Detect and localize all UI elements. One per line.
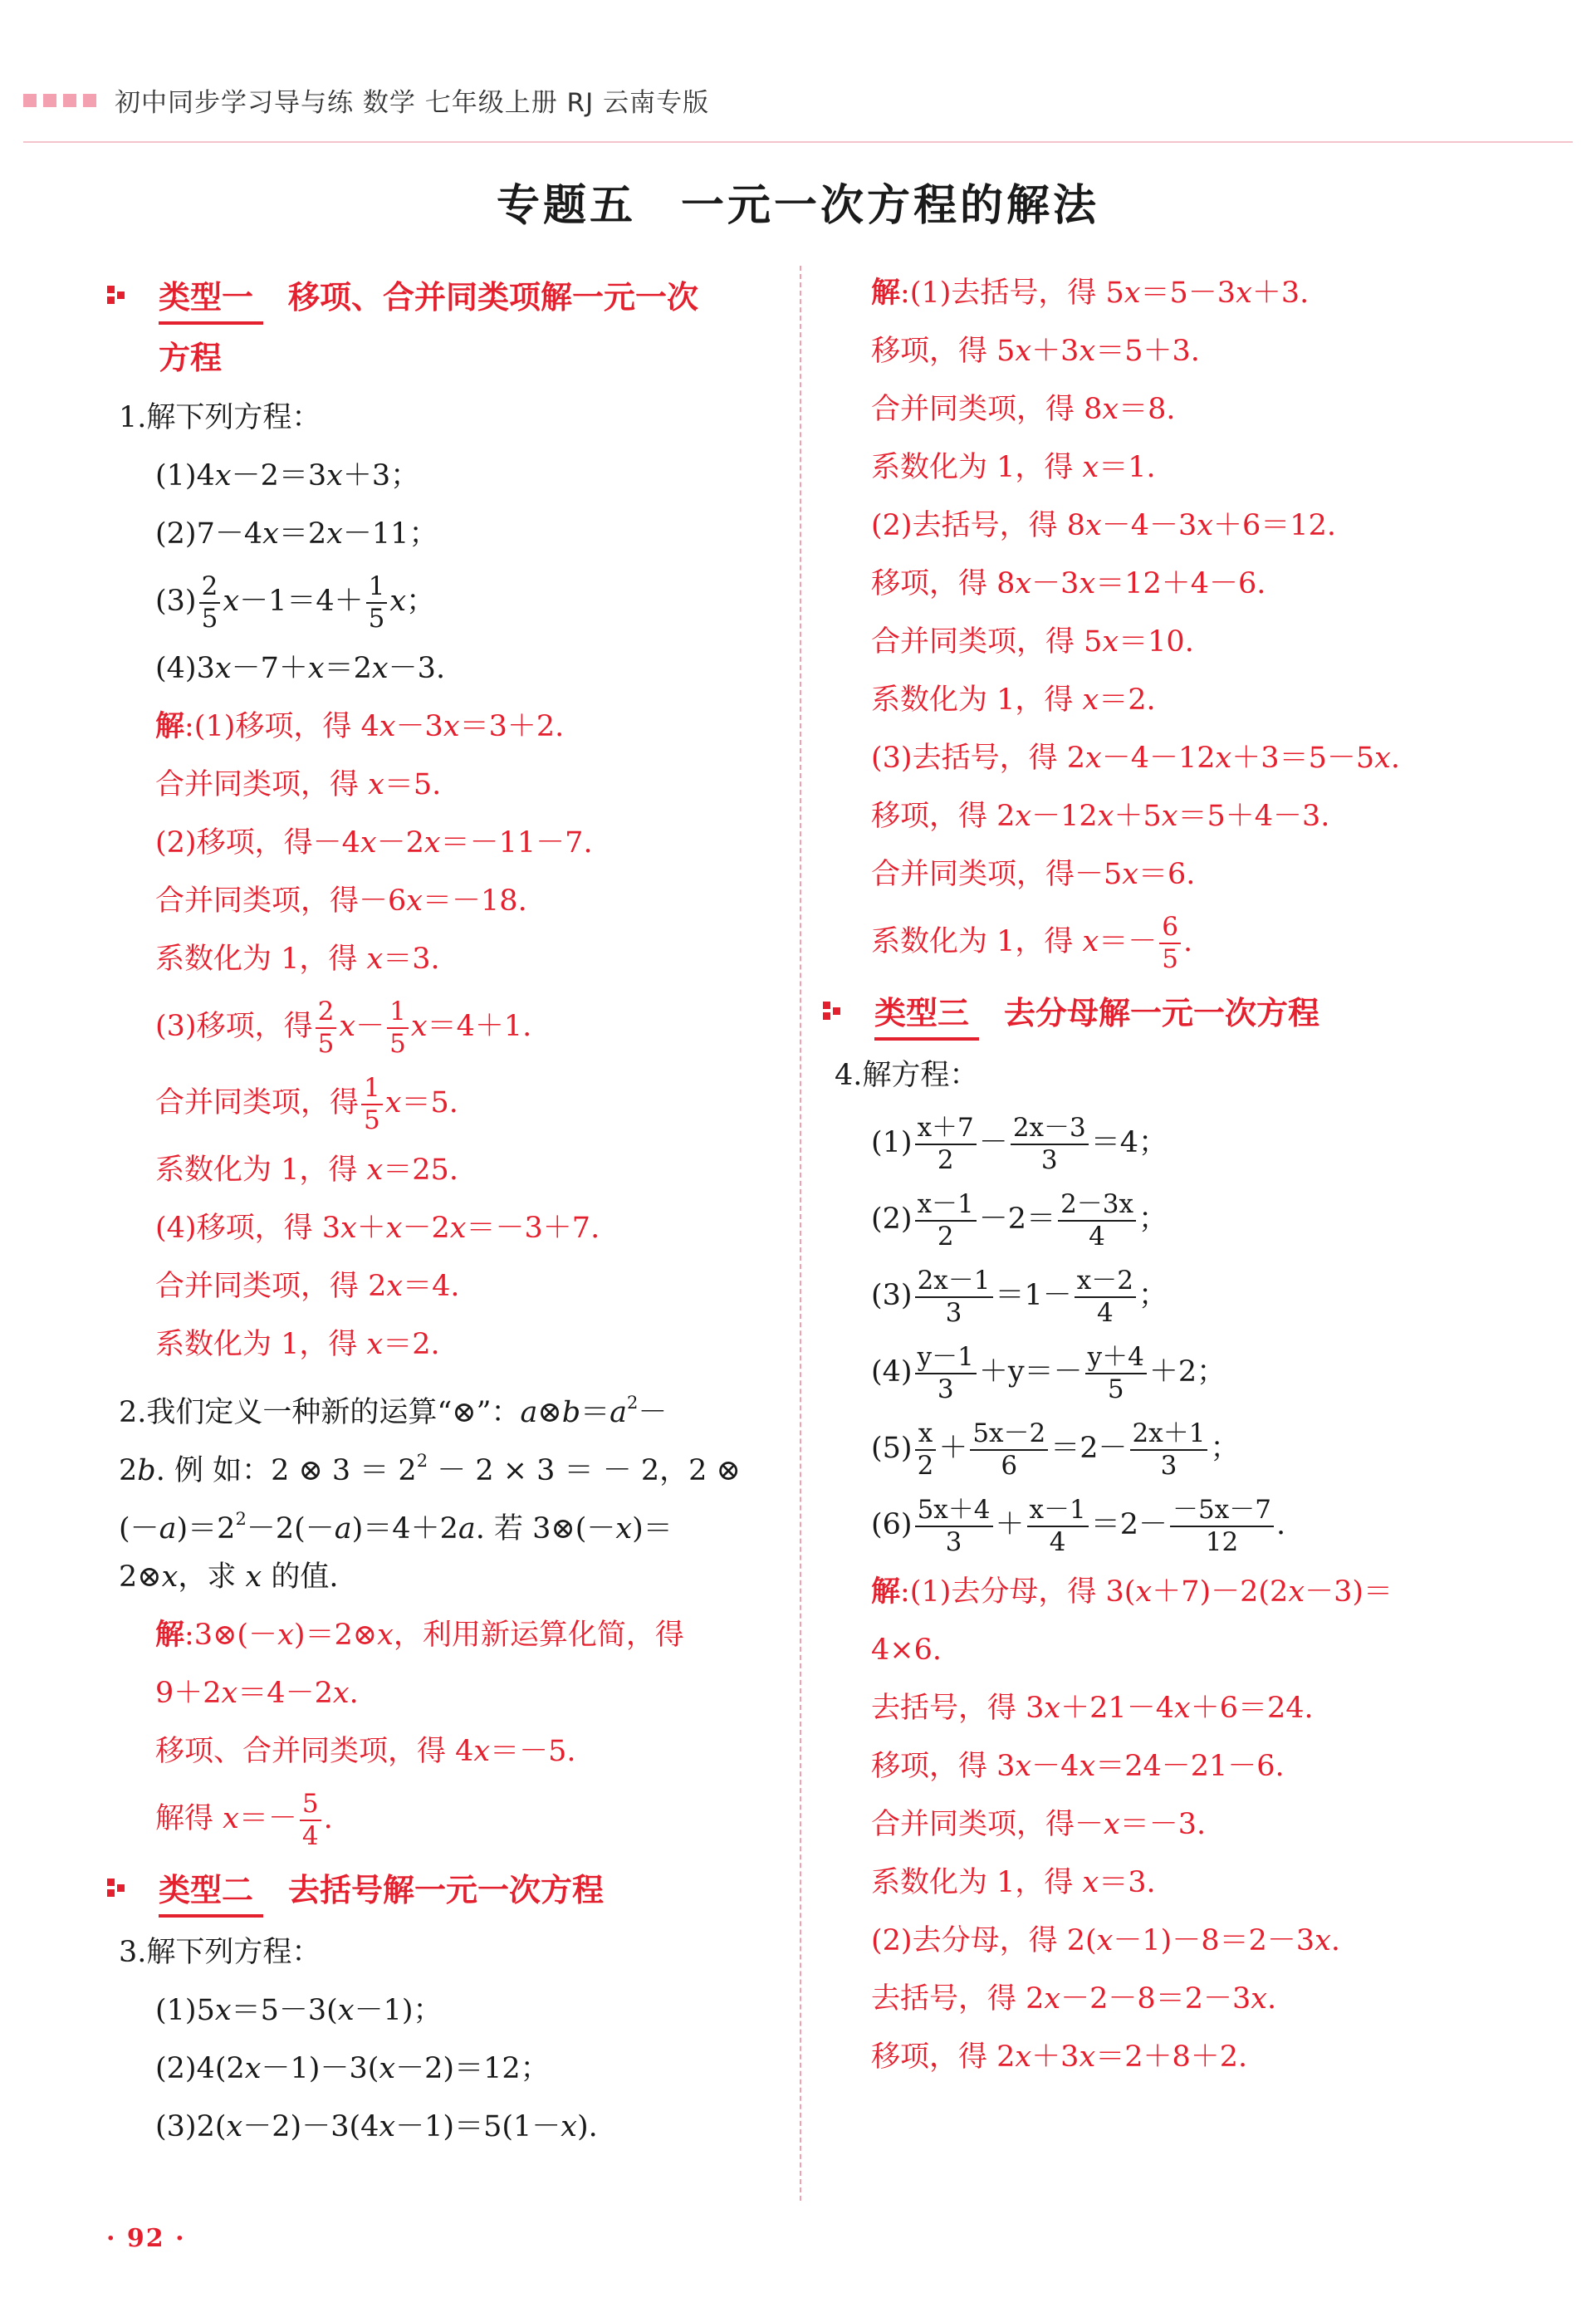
question-2-line: 2⊗x，求 x 的值. bbox=[119, 1560, 339, 1594]
solution-line: (3)去括号，得 2x－4－12x＋3＝5－5x. bbox=[871, 742, 1400, 775]
question-3-label: 3.解下列方程： bbox=[119, 1936, 321, 1969]
fraction: $\frac{x}{2}$ bbox=[915, 1421, 937, 1479]
section-marker-icon bbox=[823, 1002, 841, 1020]
section-title: 移项、合并同类项解一元一次 bbox=[288, 279, 699, 316]
section-tag: 类型一 bbox=[159, 273, 263, 325]
question-2-line: 2b. 例 如：2 ⊗ $3 = 2^2 - 2 \times 3$ ＝ － 2，2 ⊗ bbox=[119, 1451, 741, 1487]
section-tag: 类型三 bbox=[874, 989, 979, 1041]
fraction: $\frac{x+7}{2}$ bbox=[915, 1115, 977, 1173]
solution-line: 移项，得 3x－4x＝24－21－6. bbox=[871, 1750, 1285, 1783]
solution-line: 合并同类项，得－5x＝6. bbox=[871, 858, 1196, 891]
question-1-label: 1.解下列方程： bbox=[119, 401, 321, 434]
equation-4-3: (3) $\frac{2x-1}{3}$ ＝1－ $\frac{x-2}{4}$ ； bbox=[871, 1265, 1168, 1328]
equation-4-1: (1) $\frac{x+7}{2}$ － $\frac{2x-3}{3}$ ＝4； bbox=[871, 1112, 1168, 1175]
solution-line: (4)移项，得 3x＋x－2x＝－3＋7. bbox=[155, 1212, 600, 1245]
fraction: $\frac{y+4}{5}$ bbox=[1085, 1345, 1147, 1403]
fraction: $\frac{x-2}{4}$ bbox=[1075, 1268, 1136, 1326]
fraction: $\frac{1}{5}$ bbox=[387, 999, 409, 1057]
fraction: $\frac{2x-1}{3}$ bbox=[915, 1268, 993, 1326]
solution-line: 解:(1)去括号，得 5x＝5－3x＋3. bbox=[871, 276, 1310, 310]
equation-4-5: (5) $\frac{x}{2}$ ＋ $\frac{5x-2}{6}$ ＝2－ $\frac{2x+1}{3}$ ； bbox=[871, 1418, 1240, 1481]
section-heading-type1 bbox=[119, 264, 783, 331]
solution-line: 移项，得 2x－12x＋5x＝5＋4－3. bbox=[871, 800, 1330, 833]
question-4-label: 4.解方程： bbox=[835, 1059, 979, 1092]
fraction: $\frac{2-3x}{4}$ bbox=[1058, 1192, 1136, 1250]
right-column bbox=[835, 264, 1574, 2086]
question-2-line: $(-a)=2^2-2(-a)=4+2a$. 若 3⊗(－x)＝ bbox=[119, 1509, 673, 1545]
equation-1-4: (4)3x－7＋x＝2x－3. bbox=[155, 652, 446, 685]
question-2-line: 2.我们定义一种新的运算“⊗”：$a\otimes b=a^2-$ bbox=[119, 1393, 668, 1429]
section-tag: 类型二 bbox=[159, 1866, 263, 1918]
section-title-continued: 方程 bbox=[159, 340, 223, 376]
solution-line: (2)移项，得－4x－2x＝－11－7. bbox=[155, 826, 593, 860]
equation-1-3: (3) $\frac{2}{5}$ x－1＝4＋ $\frac{1}{5}$ x； bbox=[155, 571, 436, 634]
solution-line: (2)去分母，得 2(x－1)－8＝2－3x. bbox=[871, 1924, 1341, 1957]
fraction: $\frac{1}{5}$ bbox=[366, 574, 388, 632]
section-heading-type2 bbox=[119, 1857, 783, 1923]
solution-line: 去括号，得 3x＋21－4x＋6＝24. bbox=[871, 1692, 1314, 1725]
left-column bbox=[119, 264, 783, 2156]
header-square-icon bbox=[63, 94, 76, 107]
section-marker-icon bbox=[107, 286, 125, 304]
page-number: · 92 · bbox=[106, 2224, 186, 2253]
equation-1-1: (1)4x－2＝3x＋3； bbox=[155, 459, 420, 492]
solution-line: 合并同类项，得－6x＝－18. bbox=[155, 884, 527, 918]
solution-line: 4×6. bbox=[871, 1634, 942, 1667]
solution-line: 合并同类项，得 $\frac{1}{5}$ x＝5. bbox=[155, 1072, 458, 1135]
solution-line: 9＋2x＝4－2x. bbox=[155, 1677, 359, 1710]
solution-line: 合并同类项，得－x＝－3. bbox=[871, 1808, 1207, 1841]
header-square-icon bbox=[43, 94, 56, 107]
solution-line: (2)去括号，得 8x－4－3x＋6＝12. bbox=[871, 509, 1336, 542]
title-sub: 一元一次方程的解法 bbox=[681, 181, 1100, 231]
solution-line: 移项、合并同类项，得 4x＝－5. bbox=[155, 1735, 576, 1768]
solution-line: 系数化为 1，得 x＝3. bbox=[871, 1866, 1156, 1899]
fraction: $\frac{y-1}{3}$ bbox=[915, 1345, 977, 1403]
fraction: $\frac{2}{5}$ bbox=[199, 574, 221, 632]
header-text: 初中同步学习导与练 数学 七年级上册 RJ 云南专版 bbox=[115, 88, 710, 118]
solution-line: 系数化为 1，得 x＝2. bbox=[871, 683, 1156, 717]
equation-3-2: (2)4(2x－1)－3(x－2)＝12； bbox=[155, 2052, 550, 2085]
column-divider bbox=[800, 266, 801, 2201]
solution-line: 解:(1)去分母，得 3(x＋7)－2(2x－3)＝ bbox=[871, 1575, 1393, 1609]
solution-line: 解得 x＝－ $\frac{5}{4}$ . bbox=[155, 1788, 333, 1851]
section-title: 去括号解一元一次方程 bbox=[288, 1872, 605, 1908]
fraction: $\frac{-5x-7}{12}$ bbox=[1170, 1497, 1274, 1555]
section-marker-icon bbox=[107, 1879, 125, 1897]
section-title: 去分母解一元一次方程 bbox=[1004, 995, 1320, 1031]
fraction: $\frac{x-1}{2}$ bbox=[915, 1192, 977, 1250]
running-header bbox=[23, 81, 709, 119]
header-square-icon bbox=[23, 94, 37, 107]
solution-line: 移项，得 2x＋3x＝2＋8＋2. bbox=[871, 2040, 1248, 2074]
solution-line: 移项，得 5x＋3x＝5＋3. bbox=[871, 335, 1200, 368]
solution-line: 系数化为 1，得 x＝25. bbox=[155, 1154, 458, 1187]
solution-line: 移项，得 8x－3x＝12＋4－6. bbox=[871, 567, 1266, 600]
title-main: 专题五 bbox=[496, 181, 636, 231]
fraction: $\frac{2x-3}{3}$ bbox=[1011, 1115, 1089, 1173]
equation-4-6: (6) $\frac{5x+4}{3}$ ＋ $\frac{x-1}{4}$ ＝2－ $\frac{-5x-7}{12}$ . bbox=[871, 1494, 1286, 1557]
solution-line: 解:(1)移项，得 4x－3x＝3＋2. bbox=[155, 709, 565, 743]
section-heading-type3 bbox=[835, 980, 1574, 1046]
fraction: $\frac{6}{5}$ bbox=[1159, 914, 1181, 972]
solution-line: 系数化为 1，得 x＝1. bbox=[871, 451, 1156, 484]
header-rule bbox=[23, 141, 1573, 143]
fraction: $\frac{5}{4}$ bbox=[300, 1791, 321, 1849]
fraction: $\frac{1}{5}$ bbox=[361, 1075, 383, 1134]
fraction: $\frac{5x+4}{3}$ bbox=[915, 1497, 993, 1555]
fraction: $\frac{5x-2}{6}$ bbox=[970, 1421, 1048, 1479]
solution-line: 去括号，得 2x－2－8＝2－3x. bbox=[871, 1982, 1277, 2016]
solution-line: 合并同类项，得 8x＝8. bbox=[871, 393, 1176, 426]
equation-4-2: (2) $\frac{x-1}{2}$ －2＝ $\frac{2-3x}{4}$ ； bbox=[871, 1188, 1168, 1252]
equation-1-2: (2)7－4x＝2x－11； bbox=[155, 517, 438, 551]
fraction: $\frac{2x+1}{3}$ bbox=[1130, 1421, 1208, 1479]
solution-line: 合并同类项，得 x＝5. bbox=[155, 768, 442, 801]
solution-line: 系数化为 1，得 x＝2. bbox=[155, 1328, 440, 1361]
header-square-icon bbox=[83, 94, 96, 107]
solution-line: 合并同类项，得 5x＝10. bbox=[871, 625, 1194, 659]
solution-line: 解:3⊗(－x)＝2⊗x，利用新运算化简，得 bbox=[155, 1618, 684, 1652]
equation-3-1: (1)5x＝5－3(x－1)； bbox=[155, 1994, 443, 2027]
fraction: $\frac{2}{5}$ bbox=[316, 999, 337, 1057]
solution-line: 系数化为 1，得 x＝－ $\frac{6}{5}$ . bbox=[871, 911, 1193, 974]
fraction: $\frac{x-1}{4}$ bbox=[1027, 1497, 1089, 1555]
equation-3-3: (3)2(x－2)－3(4x－1)＝5(1－x). bbox=[155, 2110, 598, 2143]
solution-line: 合并同类项，得 2x＝4. bbox=[155, 1270, 460, 1303]
page-title bbox=[0, 170, 1596, 233]
solution-line: 系数化为 1，得 x＝3. bbox=[155, 943, 440, 976]
solution-line: (3)移项，得 $\frac{2}{5}$ x－ $\frac{1}{5}$ x＝4＋1. bbox=[155, 996, 532, 1059]
equation-4-4: (4) $\frac{y-1}{3}$ ＋y＝－ $\frac{y+4}{5}$ ＋2； bbox=[871, 1341, 1226, 1404]
